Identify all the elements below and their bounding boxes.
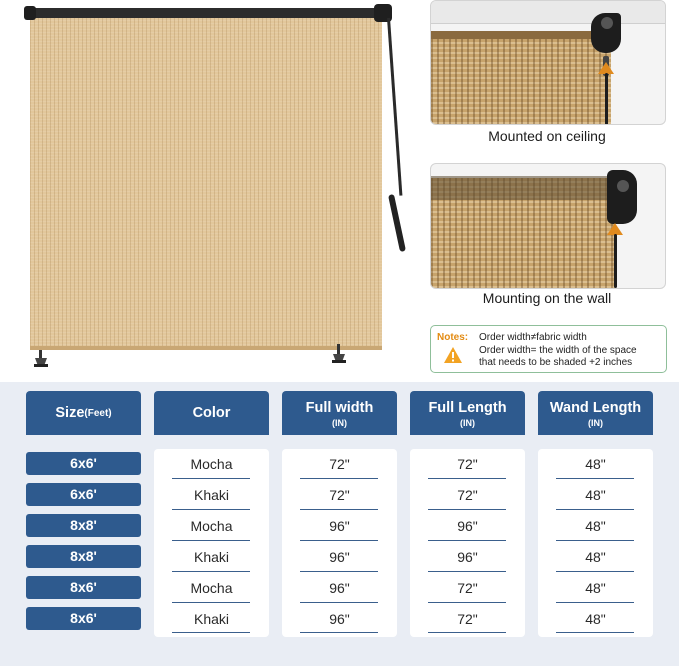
row-divider	[172, 540, 250, 541]
row-5-full-width: 96"	[329, 580, 350, 596]
row-divider	[556, 540, 634, 541]
row-1-color: Mocha	[190, 456, 233, 472]
header-full-length-unit: (IN)	[460, 418, 475, 428]
row-divider	[556, 632, 634, 633]
header-wand-length	[538, 391, 653, 435]
row-divider	[172, 478, 250, 479]
row-2-color: Khaki	[193, 487, 230, 503]
notes-line-3: that needs to be shaded +2 inches	[479, 357, 633, 368]
row-divider	[172, 571, 250, 572]
row-divider	[428, 602, 506, 603]
roller-shade-illustration	[24, 2, 399, 374]
row-5-wand-length: 48"	[585, 580, 606, 596]
row-divider	[428, 509, 506, 510]
caption-wall: Mounting on the wall	[482, 290, 612, 306]
row-divider	[556, 478, 634, 479]
row-3-full-width: 96"	[329, 518, 350, 534]
row-divider	[300, 632, 378, 633]
row-2-full-length: 72"	[457, 487, 478, 503]
detail-fabric-ceiling	[431, 35, 611, 124]
row-divider	[428, 571, 506, 572]
header-full-width	[282, 391, 397, 435]
header-wand-length-label: Wand Length	[549, 400, 642, 416]
row-divider	[300, 509, 378, 510]
caption-ceiling: Mounted on ceiling	[488, 128, 606, 144]
row-2-size: 6x6'	[26, 483, 141, 506]
row-1-wand-length: 48"	[585, 456, 606, 472]
row-1-full-length: 72"	[457, 456, 478, 472]
row-divider	[172, 632, 250, 633]
row-4-full-width: 96"	[329, 549, 350, 565]
row-divider	[556, 509, 634, 510]
header-color	[154, 391, 269, 435]
row-4-full-length: 96"	[457, 549, 478, 565]
row-5-full-length: 72"	[457, 580, 478, 596]
header-size-unit: (Feet)	[84, 407, 112, 419]
bottom-clip-left-icon	[34, 350, 48, 368]
shade-fabric	[30, 18, 382, 348]
header-size	[26, 391, 141, 435]
row-6-size: 8x6'	[26, 607, 141, 630]
row-3-color: Mocha	[190, 518, 233, 534]
row-divider	[300, 571, 378, 572]
header-full-width-unit: (IN)	[332, 418, 347, 428]
header-color-label: Color	[192, 405, 231, 421]
wand-handle	[388, 194, 406, 252]
header-full-width-label: Full width	[305, 400, 374, 416]
tilt-wand	[387, 18, 402, 196]
row-divider	[300, 478, 378, 479]
bottom-rail	[30, 346, 382, 350]
row-6-full-length: 72"	[457, 611, 478, 627]
header-full-length-label: Full Length	[428, 400, 507, 416]
row-divider	[300, 602, 378, 603]
row-2-wand-length: 48"	[585, 487, 606, 503]
header-size-label: Size	[55, 405, 85, 421]
row-6-full-width: 96"	[329, 611, 350, 627]
ceiling	[431, 1, 665, 24]
warning-icon	[443, 346, 463, 364]
row-1-full-width: 72"	[329, 456, 350, 472]
row-1-size: 6x6'	[26, 452, 141, 475]
row-4-color: Khaki	[193, 549, 230, 565]
notes-label: Notes:	[437, 332, 469, 343]
wall-bracket-icon	[607, 170, 637, 224]
notes-line-2: Order width= the width of the space	[479, 344, 637, 356]
row-divider	[428, 632, 506, 633]
row-4-size: 8x8'	[26, 545, 141, 568]
row-divider	[428, 478, 506, 479]
notes-line-1: Order width≠fabric width	[479, 332, 587, 343]
row-divider	[172, 509, 250, 510]
notes-text	[479, 332, 665, 370]
row-divider	[428, 540, 506, 541]
row-3-size: 8x8'	[26, 514, 141, 537]
row-3-full-length: 96"	[457, 518, 478, 534]
row-divider	[556, 571, 634, 572]
row-divider	[172, 602, 250, 603]
row-5-color: Mocha	[190, 580, 233, 596]
wall-mount-detail	[430, 163, 666, 289]
header-full-length	[410, 391, 525, 435]
header-wand-length-unit: (IN)	[588, 418, 603, 428]
row-4-wand-length: 48"	[585, 549, 606, 565]
ceiling-mount-detail	[430, 0, 666, 125]
row-2-full-width: 72"	[329, 487, 350, 503]
notes-box	[430, 325, 667, 373]
row-6-color: Khaki	[193, 611, 230, 627]
bottom-clip-right-icon	[332, 344, 346, 364]
row-5-size: 8x6'	[26, 576, 141, 599]
left-bracket	[24, 6, 36, 20]
row-6-wand-length: 48"	[585, 611, 606, 627]
row-divider	[556, 602, 634, 603]
roller-bar	[28, 8, 384, 18]
row-divider	[300, 540, 378, 541]
row-3-wand-length: 48"	[585, 518, 606, 534]
